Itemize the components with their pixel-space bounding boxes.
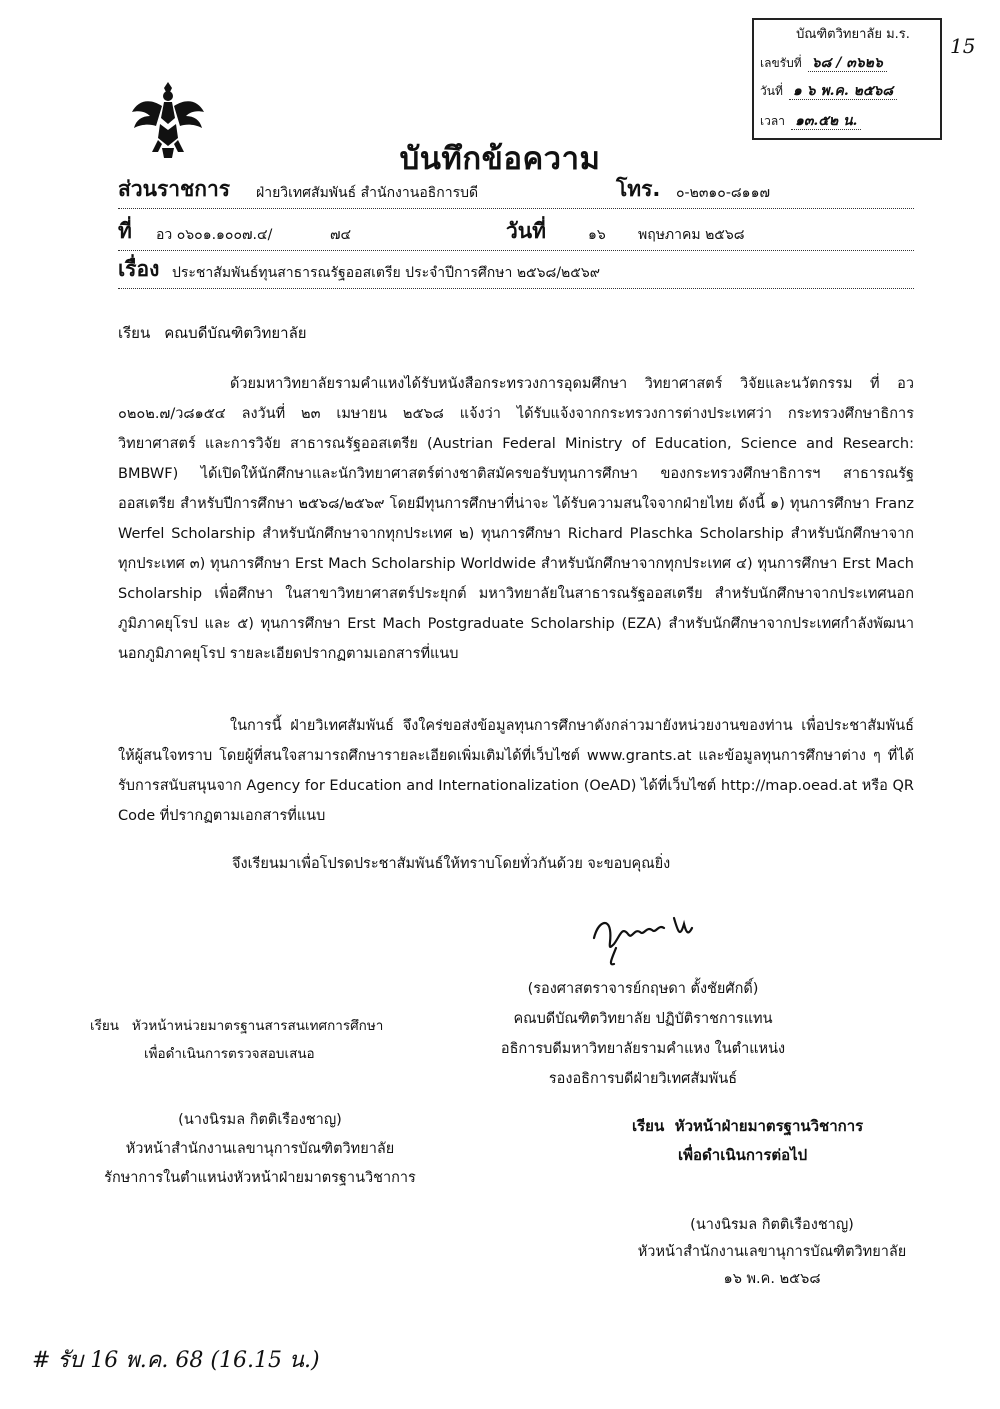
stamp-date-value: ๑ ๖ พ.ค. ๒๕๖๘ <box>789 83 897 100</box>
date-label: วันที่ <box>506 219 546 243</box>
note-left-text-2: เพื่อดำเนินการตรวจสอบเสนอ <box>144 1046 315 1062</box>
stamp-receipt-label: เลขรับที่ <box>760 56 802 70</box>
signer-left-block <box>100 1106 420 1193</box>
handwritten-signature-icon <box>588 908 698 970</box>
stamp-org: บัณฑิตวิทยาลัย ม.ร. <box>796 27 910 42</box>
note-left-text-1: หัวหน้าหน่วยมาตรฐานสารสนเทศการศึกษา <box>131 1018 384 1034</box>
note-left-line-1 <box>90 1012 383 1040</box>
signer-position-1: คณบดีบัณฑิตวิทยาลัย ปฏิบัติราชการแทน <box>513 1011 773 1027</box>
salutation-to: คณบดีบัณฑิตวิทยาลัย <box>164 324 307 342</box>
signer-right-line-1: หัวหน้าสำนักงานเลขานุการบัณฑิตวิทยาลัย <box>637 1244 907 1260</box>
salutation <box>118 321 307 345</box>
paragraph-2-text: ในการนี้ ฝ่ายวิเทศสัมพันธ์ จึงใคร่ขอส่งข้อมูลทุนการศึกษาดังกล่าวมายังหน่วยงานของท่าน เพื่อประชาสัมพันธ์ให้ผู้สนใจทราบ โดยผู้ที่สนใจสามารถศึกษารายละเอียดเพิ่มเติมได้ที่เว็บไซต์ www.grants.at และข้อมูลทุนการศึกษาต่าง ๆ ที่ได้รับการสนับสนุนจาก Agency for Education and Internationalization (OeAD) ได้ที่เว็บไซต์ http://map.oead.at หรือ QR Code ที่ปรากฏตามเอกสารที่แนบ <box>118 718 914 824</box>
signer-right-block <box>612 1212 932 1293</box>
stamp-receipt-row <box>760 56 887 70</box>
signer-right-date: ๑๖ พ.ค. ๒๕๖๘ <box>723 1271 821 1287</box>
note-right-text-2: เพื่อดำเนินการต่อไป <box>678 1146 808 1164</box>
header-subject-line <box>118 258 914 289</box>
signature-block <box>458 974 828 1094</box>
agency-value: ฝ่ายวิเทศสัมพันธ์ สำนักงานอธิการบดี <box>256 185 479 201</box>
ref-value: อว ๐๖๐๑.๑๐๐๗.๔/ <box>156 227 273 243</box>
receipt-stamp <box>752 18 942 140</box>
handwritten-receipt-note: # รับ 16 พ.ค. 68 (16.15 น.) <box>32 1348 320 1373</box>
body-paragraph-1 <box>118 369 914 669</box>
closing-line: จึงเรียนมาเพื่อโปรดประชาสัมพันธ์ให้ทราบโดยทั่วกันด้วย จะขอบคุณยิ่ง <box>232 856 671 872</box>
note-right-line-1 <box>632 1112 863 1141</box>
signer-position-2: อธิการบดีมหาวิทยาลัยรามคำแหง ในตำแหน่ง <box>500 1041 786 1057</box>
stamp-time-value: ๑๓.๕๒ น. <box>791 113 861 130</box>
phone-value: ๐-๒๓๑๐-๘๑๑๗ <box>676 185 770 201</box>
body-paragraph-2 <box>118 711 914 831</box>
phone-label: โทร. <box>616 177 661 201</box>
note-left-label: เรียน <box>90 1018 120 1034</box>
note-left <box>90 1012 383 1068</box>
stamp-receipt-value: ๖๘ / ๓๖๒๖ <box>808 55 887 72</box>
stamp-date-row <box>760 84 897 98</box>
signer-name: (รองศาสตราจารย์กฤษดา ตั้งชัยศักดิ์) <box>527 981 759 997</box>
subject-label: เรื่อง <box>118 257 160 281</box>
note-right-label: เรียน <box>632 1117 665 1135</box>
stamp-time-label: เวลา <box>760 114 785 128</box>
note-right <box>632 1112 863 1170</box>
paragraph-1-text: ด้วยมหาวิทยาลัยรามคำแหงได้รับหนังสือกระทรวงการอุดมศึกษา วิทยาศาสตร์ วิจัยและนวัตกรรม ที่ อว ๐๒๐๒.๗/ว๘๑๕๔ ลงวันที่ ๒๓ เมษายน ๒๕๖๘ แจ้งว่า ได้รับแจ้งจากกระทรวงการต่างประเทศว่า กระทรวงศึกษาธิการ วิทยาศาสตร์ และการวิจัย สาธารณรัฐออสเตรีย (Austrian Federal Ministry of Education, Science and Research: BMBWF) ได้เปิดให้นักศึกษาและนักวิทยาศาสตร์ต่างชาติสมัครขอรับทุนการศึกษา ของกระทรวงศึกษาธิการฯ สาธารณรัฐออสเตรีย สำหรับปีการศึกษา ๒๕๖๘/๒๕๖๙ โดยมีทุนการศึกษาที่น่าจะ ได้รับความสนใจจากฝ่ายไทย ดังนี้ ๑) ทุนการศึกษา Franz Werfel Scholarship สำหรับนักศึกษาจากทุกประเทศ ๒) ทุนการศึกษา Richard Plaschka Scholarship สำหรับนักศึกษาจากทุกประเทศ ๓) ทุนการศึกษา Erst Mach Scholarship Worldwide สำหรับนักศึกษาจากทุกประเทศ ๔) ทุนการศึกษา Erst Mach Scholarship เพื่อศึกษา ในสาขาวิทยาศาสตร์ประยุกต์ มหาวิทยาลัยในสาธารณรัฐออสเตรีย สำหรับนักศึกษาจากประเทศนอกภูมิภาคยุโรป และ ๕) ทุนการศึกษา Erst Mach Postgraduate Scholarship (EZA) สำหรับนักศึกษาจากประเทศกำลังพัฒนา นอกภูมิภาคยุโรป รายละเอียดปรากฏตามเอกสารที่แนบ <box>118 376 914 662</box>
date-day: ๑๖ <box>588 227 606 243</box>
note-right-text-1: หัวหน้าฝ่ายมาตรฐานวิชาการ <box>674 1117 864 1135</box>
signer-right-name: (นางนิรมล กิตติเรืองชาญ) <box>690 1217 854 1233</box>
ref-number: ๗๔ <box>330 227 352 243</box>
agency-label: ส่วนราชการ <box>118 177 231 201</box>
header-ref-line <box>118 220 914 251</box>
date-rest: พฤษภาคม ๒๕๖๘ <box>638 227 745 243</box>
stamp-date-label: วันที่ <box>760 84 783 98</box>
signer-position-3: รองอธิการบดีฝ่ายวิเทศสัมพันธ์ <box>548 1071 738 1087</box>
signer-left-line-2: รักษาการในตำแหน่งหัวหน้าฝ่ายมาตรฐานวิชาการ <box>104 1170 416 1186</box>
page-number: 15 <box>950 34 976 58</box>
subject-value: ประชาสัมพันธ์ทุนสาธารณรัฐออสเตรีย ประจำปีการศึกษา ๒๕๖๘/๒๕๖๙ <box>172 265 601 281</box>
salutation-label: เรียน <box>118 324 151 342</box>
signer-left-line-1: หัวหน้าสำนักงานเลขานุการบัณฑิตวิทยาลัย <box>125 1141 395 1157</box>
document-title: บันทึกข้อความ <box>399 141 601 177</box>
stamp-time-row <box>760 114 861 128</box>
header-agency-line <box>118 178 914 209</box>
ref-label: ที่ <box>118 219 132 243</box>
signer-left-name: (นางนิรมล กิตติเรืองชาญ) <box>178 1112 342 1128</box>
